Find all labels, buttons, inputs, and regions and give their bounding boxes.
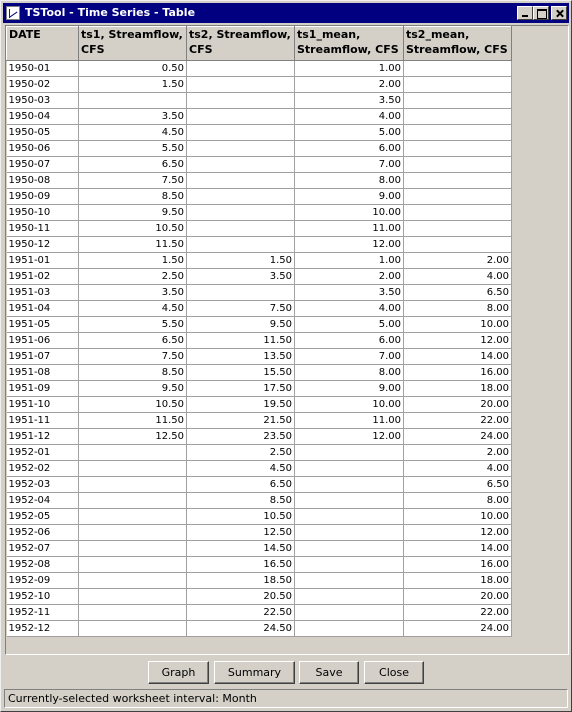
ts1-mean-cell[interactable]: 2.00 (295, 77, 404, 93)
ts1-mean-cell[interactable] (295, 509, 404, 525)
ts2-mean-cell[interactable]: 14.00 (404, 349, 512, 365)
ts1-cell[interactable] (79, 573, 187, 589)
table-header-row (7, 27, 512, 61)
table-row[interactable] (7, 365, 512, 381)
ts2-cell[interactable]: 11.50 (187, 333, 295, 349)
ts1-mean-cell[interactable]: 7.00 (295, 157, 404, 173)
table-row[interactable] (7, 397, 512, 413)
ts1-cell[interactable]: 10.50 (79, 397, 187, 413)
table-row[interactable] (7, 141, 512, 157)
table-row[interactable] (7, 381, 512, 397)
ts2-mean-cell[interactable] (404, 157, 512, 173)
ts1-cell[interactable]: 5.50 (79, 141, 187, 157)
ts1-cell[interactable]: 3.50 (79, 109, 187, 125)
ts2-cell[interactable] (187, 285, 295, 301)
ts2-mean-cell[interactable]: 6.50 (404, 477, 512, 493)
ts1-mean-cell[interactable]: 8.00 (295, 365, 404, 381)
table-row[interactable] (7, 477, 512, 493)
date-cell[interactable]: 1951-02 (7, 269, 79, 285)
ts1-cell[interactable] (79, 509, 187, 525)
ts2-mean-cell[interactable] (404, 205, 512, 221)
date-cell[interactable]: 1950-03 (7, 93, 79, 109)
ts2-mean-cell[interactable]: 24.00 (404, 621, 512, 637)
ts1-mean-cell[interactable]: 10.00 (295, 397, 404, 413)
ts2-cell[interactable]: 24.50 (187, 621, 295, 637)
ts1-mean-cell[interactable] (295, 573, 404, 589)
ts2-cell[interactable]: 2.50 (187, 445, 295, 461)
maximize-icon[interactable] (533, 6, 549, 20)
ts2-mean-cell[interactable]: 18.00 (404, 381, 512, 397)
ts1-cell[interactable]: 4.50 (79, 301, 187, 317)
date-cell[interactable]: 1952-05 (7, 509, 79, 525)
ts2-cell[interactable]: 19.50 (187, 397, 295, 413)
ts1-mean-cell[interactable] (295, 557, 404, 573)
table-row[interactable] (7, 285, 512, 301)
date-cell[interactable]: 1951-09 (7, 381, 79, 397)
date-cell[interactable]: 1950-01 (7, 61, 79, 77)
column-header-ts1[interactable]: ts1, Streamflow, CFS (79, 27, 187, 61)
column-header-ts2-mean[interactable]: ts2_mean, Streamflow, CFS (404, 27, 512, 61)
ts2-mean-cell[interactable]: 16.00 (404, 365, 512, 381)
ts1-mean-cell[interactable]: 5.00 (295, 125, 404, 141)
table-row[interactable] (7, 621, 512, 637)
ts1-mean-cell[interactable]: 11.00 (295, 413, 404, 429)
ts2-cell[interactable]: 8.50 (187, 493, 295, 509)
ts1-mean-cell[interactable] (295, 445, 404, 461)
ts2-mean-cell[interactable]: 16.00 (404, 557, 512, 573)
date-cell[interactable]: 1952-06 (7, 525, 79, 541)
ts1-mean-cell[interactable]: 9.00 (295, 381, 404, 397)
table-row[interactable] (7, 189, 512, 205)
ts1-cell[interactable]: 6.50 (79, 157, 187, 173)
ts1-mean-cell[interactable] (295, 525, 404, 541)
ts1-cell[interactable]: 11.50 (79, 413, 187, 429)
ts1-cell[interactable]: 12.50 (79, 429, 187, 445)
ts1-mean-cell[interactable]: 6.00 (295, 333, 404, 349)
ts2-mean-cell[interactable]: 22.00 (404, 605, 512, 621)
date-cell[interactable]: 1951-07 (7, 349, 79, 365)
status-bar: Currently-selected worksheet interval: Month (4, 689, 568, 708)
ts2-cell[interactable]: 4.50 (187, 461, 295, 477)
ts2-mean-cell[interactable]: 24.00 (404, 429, 512, 445)
table-row[interactable] (7, 525, 512, 541)
tstool-app-icon[interactable] (6, 6, 20, 20)
ts2-mean-cell[interactable] (404, 125, 512, 141)
ts2-cell[interactable]: 3.50 (187, 269, 295, 285)
table-row[interactable] (7, 461, 512, 477)
ts2-cell[interactable]: 22.50 (187, 605, 295, 621)
ts1-cell[interactable]: 8.50 (79, 365, 187, 381)
ts1-cell[interactable]: 6.50 (79, 333, 187, 349)
table-row[interactable] (7, 413, 512, 429)
save-button[interactable]: Save (299, 661, 359, 684)
table-row[interactable] (7, 77, 512, 93)
ts1-mean-cell[interactable]: 3.50 (295, 93, 404, 109)
date-cell[interactable]: 1950-02 (7, 77, 79, 93)
date-cell[interactable]: 1950-08 (7, 173, 79, 189)
ts1-cell[interactable]: 9.50 (79, 205, 187, 221)
ts1-mean-cell[interactable] (295, 621, 404, 637)
ts1-mean-cell[interactable]: 1.00 (295, 61, 404, 77)
ts2-mean-cell[interactable] (404, 141, 512, 157)
graph-button[interactable]: Graph (148, 661, 209, 684)
ts1-mean-cell[interactable]: 3.50 (295, 285, 404, 301)
ts1-mean-cell[interactable]: 11.00 (295, 221, 404, 237)
ts2-mean-cell[interactable] (404, 93, 512, 109)
ts1-mean-cell[interactable] (295, 589, 404, 605)
window-title: TSTool - Time Series - Table (25, 6, 196, 19)
date-cell[interactable]: 1952-09 (7, 573, 79, 589)
table-row[interactable] (7, 445, 512, 461)
date-cell[interactable]: 1951-10 (7, 397, 79, 413)
ts2-cell[interactable] (187, 61, 295, 77)
ts1-cell[interactable] (79, 621, 187, 637)
ts2-mean-cell[interactable]: 4.00 (404, 269, 512, 285)
ts2-mean-cell[interactable] (404, 189, 512, 205)
title-bar[interactable] (3, 3, 569, 23)
ts1-cell[interactable] (79, 93, 187, 109)
ts2-cell[interactable]: 6.50 (187, 477, 295, 493)
ts2-cell[interactable] (187, 125, 295, 141)
ts2-mean-cell[interactable] (404, 109, 512, 125)
ts1-cell[interactable]: 5.50 (79, 317, 187, 333)
ts2-cell[interactable] (187, 157, 295, 173)
ts2-cell[interactable] (187, 189, 295, 205)
ts1-mean-cell[interactable]: 9.00 (295, 189, 404, 205)
ts1-mean-cell[interactable]: 12.00 (295, 237, 404, 253)
ts2-mean-cell[interactable]: 4.00 (404, 461, 512, 477)
ts1-cell[interactable]: 3.50 (79, 285, 187, 301)
table-row[interactable] (7, 157, 512, 173)
date-cell[interactable]: 1950-07 (7, 157, 79, 173)
ts1-mean-cell[interactable] (295, 477, 404, 493)
ts2-mean-cell[interactable]: 12.00 (404, 525, 512, 541)
ts1-mean-cell[interactable]: 1.00 (295, 253, 404, 269)
ts2-cell[interactable] (187, 141, 295, 157)
date-cell[interactable]: 1952-11 (7, 605, 79, 621)
ts2-mean-cell[interactable]: 12.00 (404, 333, 512, 349)
ts2-mean-cell[interactable]: 2.00 (404, 445, 512, 461)
table-row[interactable] (7, 205, 512, 221)
ts1-mean-cell[interactable] (295, 541, 404, 557)
table-row[interactable] (7, 573, 512, 589)
ts2-cell[interactable]: 21.50 (187, 413, 295, 429)
ts2-cell[interactable]: 9.50 (187, 317, 295, 333)
ts2-cell[interactable]: 16.50 (187, 557, 295, 573)
date-cell[interactable]: 1951-01 (7, 253, 79, 269)
date-cell[interactable]: 1950-12 (7, 237, 79, 253)
table-row[interactable] (7, 605, 512, 621)
ts2-mean-cell[interactable] (404, 221, 512, 237)
table-row[interactable] (7, 589, 512, 605)
ts1-mean-cell[interactable]: 2.00 (295, 269, 404, 285)
ts1-mean-cell[interactable]: 10.00 (295, 205, 404, 221)
ts1-mean-cell[interactable] (295, 461, 404, 477)
date-cell[interactable]: 1952-08 (7, 557, 79, 573)
time-series-table (6, 26, 512, 637)
ts2-cell[interactable]: 17.50 (187, 381, 295, 397)
ts1-mean-cell[interactable]: 12.00 (295, 429, 404, 445)
ts2-mean-cell[interactable]: 18.00 (404, 573, 512, 589)
table-row[interactable] (7, 317, 512, 333)
ts1-cell[interactable] (79, 589, 187, 605)
date-cell[interactable]: 1951-04 (7, 301, 79, 317)
date-cell[interactable]: 1952-12 (7, 621, 79, 637)
ts1-cell[interactable]: 11.50 (79, 237, 187, 253)
ts1-cell[interactable]: 1.50 (79, 77, 187, 93)
ts1-cell[interactable]: 1.50 (79, 253, 187, 269)
ts1-cell[interactable] (79, 557, 187, 573)
ts2-mean-cell[interactable]: 10.00 (404, 317, 512, 333)
ts2-cell[interactable]: 12.50 (187, 525, 295, 541)
ts1-mean-cell[interactable]: 8.00 (295, 173, 404, 189)
ts1-cell[interactable] (79, 605, 187, 621)
ts2-cell[interactable] (187, 205, 295, 221)
ts2-mean-cell[interactable]: 8.00 (404, 493, 512, 509)
ts1-cell[interactable] (79, 461, 187, 477)
date-cell[interactable]: 1950-05 (7, 125, 79, 141)
table-row[interactable] (7, 333, 512, 349)
ts2-mean-cell[interactable]: 2.00 (404, 253, 512, 269)
table-row[interactable] (7, 301, 512, 317)
ts2-mean-cell[interactable]: 20.00 (404, 589, 512, 605)
date-cell[interactable]: 1952-01 (7, 445, 79, 461)
column-header-ts2[interactable]: ts2, Streamflow, CFS (187, 27, 295, 61)
table-row[interactable] (7, 173, 512, 189)
ts2-cell[interactable]: 1.50 (187, 253, 295, 269)
ts2-cell[interactable]: 14.50 (187, 541, 295, 557)
ts2-mean-cell[interactable] (404, 77, 512, 93)
date-cell[interactable]: 1952-10 (7, 589, 79, 605)
ts1-cell[interactable]: 4.50 (79, 125, 187, 141)
ts2-mean-cell[interactable]: 14.00 (404, 541, 512, 557)
minimize-icon[interactable] (517, 6, 533, 20)
ts2-cell[interactable]: 18.50 (187, 573, 295, 589)
table-row[interactable] (7, 221, 512, 237)
table-row[interactable] (7, 429, 512, 445)
time-series-table-panel[interactable] (5, 25, 569, 655)
date-cell[interactable]: 1950-09 (7, 189, 79, 205)
ts1-cell[interactable]: 7.50 (79, 173, 187, 189)
column-header-date[interactable]: DATE (7, 27, 79, 61)
ts1-cell[interactable]: 0.50 (79, 61, 187, 77)
date-cell[interactable]: 1950-10 (7, 205, 79, 221)
table-row[interactable] (7, 541, 512, 557)
ts2-cell[interactable] (187, 221, 295, 237)
ts2-mean-cell[interactable]: 8.00 (404, 301, 512, 317)
ts1-cell[interactable] (79, 477, 187, 493)
table-row[interactable] (7, 237, 512, 253)
ts1-cell[interactable] (79, 445, 187, 461)
ts2-mean-cell[interactable]: 6.50 (404, 285, 512, 301)
ts1-cell[interactable]: 10.50 (79, 221, 187, 237)
date-cell[interactable]: 1951-06 (7, 333, 79, 349)
date-cell[interactable]: 1952-02 (7, 461, 79, 477)
ts2-cell[interactable]: 15.50 (187, 365, 295, 381)
ts2-mean-cell[interactable]: 22.00 (404, 413, 512, 429)
ts2-cell[interactable]: 13.50 (187, 349, 295, 365)
table-row[interactable] (7, 269, 512, 285)
ts2-mean-cell[interactable] (404, 61, 512, 77)
date-cell[interactable]: 1951-08 (7, 365, 79, 381)
ts2-cell[interactable] (187, 77, 295, 93)
ts1-mean-cell[interactable] (295, 605, 404, 621)
ts2-mean-cell[interactable] (404, 173, 512, 189)
ts2-mean-cell[interactable]: 10.00 (404, 509, 512, 525)
ts1-mean-cell[interactable]: 4.00 (295, 109, 404, 125)
ts2-cell[interactable]: 7.50 (187, 301, 295, 317)
table-row[interactable] (7, 349, 512, 365)
ts1-mean-cell[interactable]: 4.00 (295, 301, 404, 317)
ts2-mean-cell[interactable] (404, 237, 512, 253)
table-row[interactable] (7, 61, 512, 77)
table-row[interactable] (7, 125, 512, 141)
ts1-cell[interactable]: 9.50 (79, 381, 187, 397)
ts1-mean-cell[interactable]: 6.00 (295, 141, 404, 157)
date-cell[interactable]: 1950-04 (7, 109, 79, 125)
table-row[interactable] (7, 557, 512, 573)
ts2-cell[interactable] (187, 237, 295, 253)
date-cell[interactable]: 1951-12 (7, 429, 79, 445)
date-cell[interactable]: 1950-11 (7, 221, 79, 237)
table-row[interactable] (7, 509, 512, 525)
ts2-cell[interactable] (187, 93, 295, 109)
ts2-mean-cell[interactable]: 20.00 (404, 397, 512, 413)
ts2-cell[interactable]: 23.50 (187, 429, 295, 445)
close-button[interactable]: Close (364, 661, 424, 684)
close-icon[interactable] (551, 6, 567, 20)
table-row[interactable] (7, 93, 512, 109)
table-body (7, 61, 512, 637)
table-row[interactable] (7, 109, 512, 125)
summary-button[interactable]: Summary (214, 661, 295, 684)
ts1-cell[interactable]: 8.50 (79, 189, 187, 205)
date-cell[interactable]: 1950-06 (7, 141, 79, 157)
table-row[interactable] (7, 253, 512, 269)
ts1-cell[interactable] (79, 541, 187, 557)
date-cell[interactable]: 1951-03 (7, 285, 79, 301)
ts1-mean-cell[interactable]: 7.00 (295, 349, 404, 365)
date-cell[interactable]: 1952-04 (7, 493, 79, 509)
date-cell[interactable]: 1952-03 (7, 477, 79, 493)
ts1-cell[interactable] (79, 525, 187, 541)
ts1-cell[interactable]: 7.50 (79, 349, 187, 365)
button-bar (1, 659, 571, 687)
ts1-cell[interactable]: 2.50 (79, 269, 187, 285)
date-cell[interactable]: 1951-05 (7, 317, 79, 333)
ts2-cell[interactable]: 10.50 (187, 509, 295, 525)
date-cell[interactable]: 1952-07 (7, 541, 79, 557)
table-row[interactable] (7, 493, 512, 509)
ts2-cell[interactable]: 20.50 (187, 589, 295, 605)
ts2-cell[interactable] (187, 109, 295, 125)
date-cell[interactable]: 1951-11 (7, 413, 79, 429)
ts2-cell[interactable] (187, 173, 295, 189)
ts1-cell[interactable] (79, 493, 187, 509)
ts1-mean-cell[interactable]: 5.00 (295, 317, 404, 333)
ts1-mean-cell[interactable] (295, 493, 404, 509)
column-header-ts1-mean[interactable]: ts1_mean, Streamflow, CFS (295, 27, 404, 61)
